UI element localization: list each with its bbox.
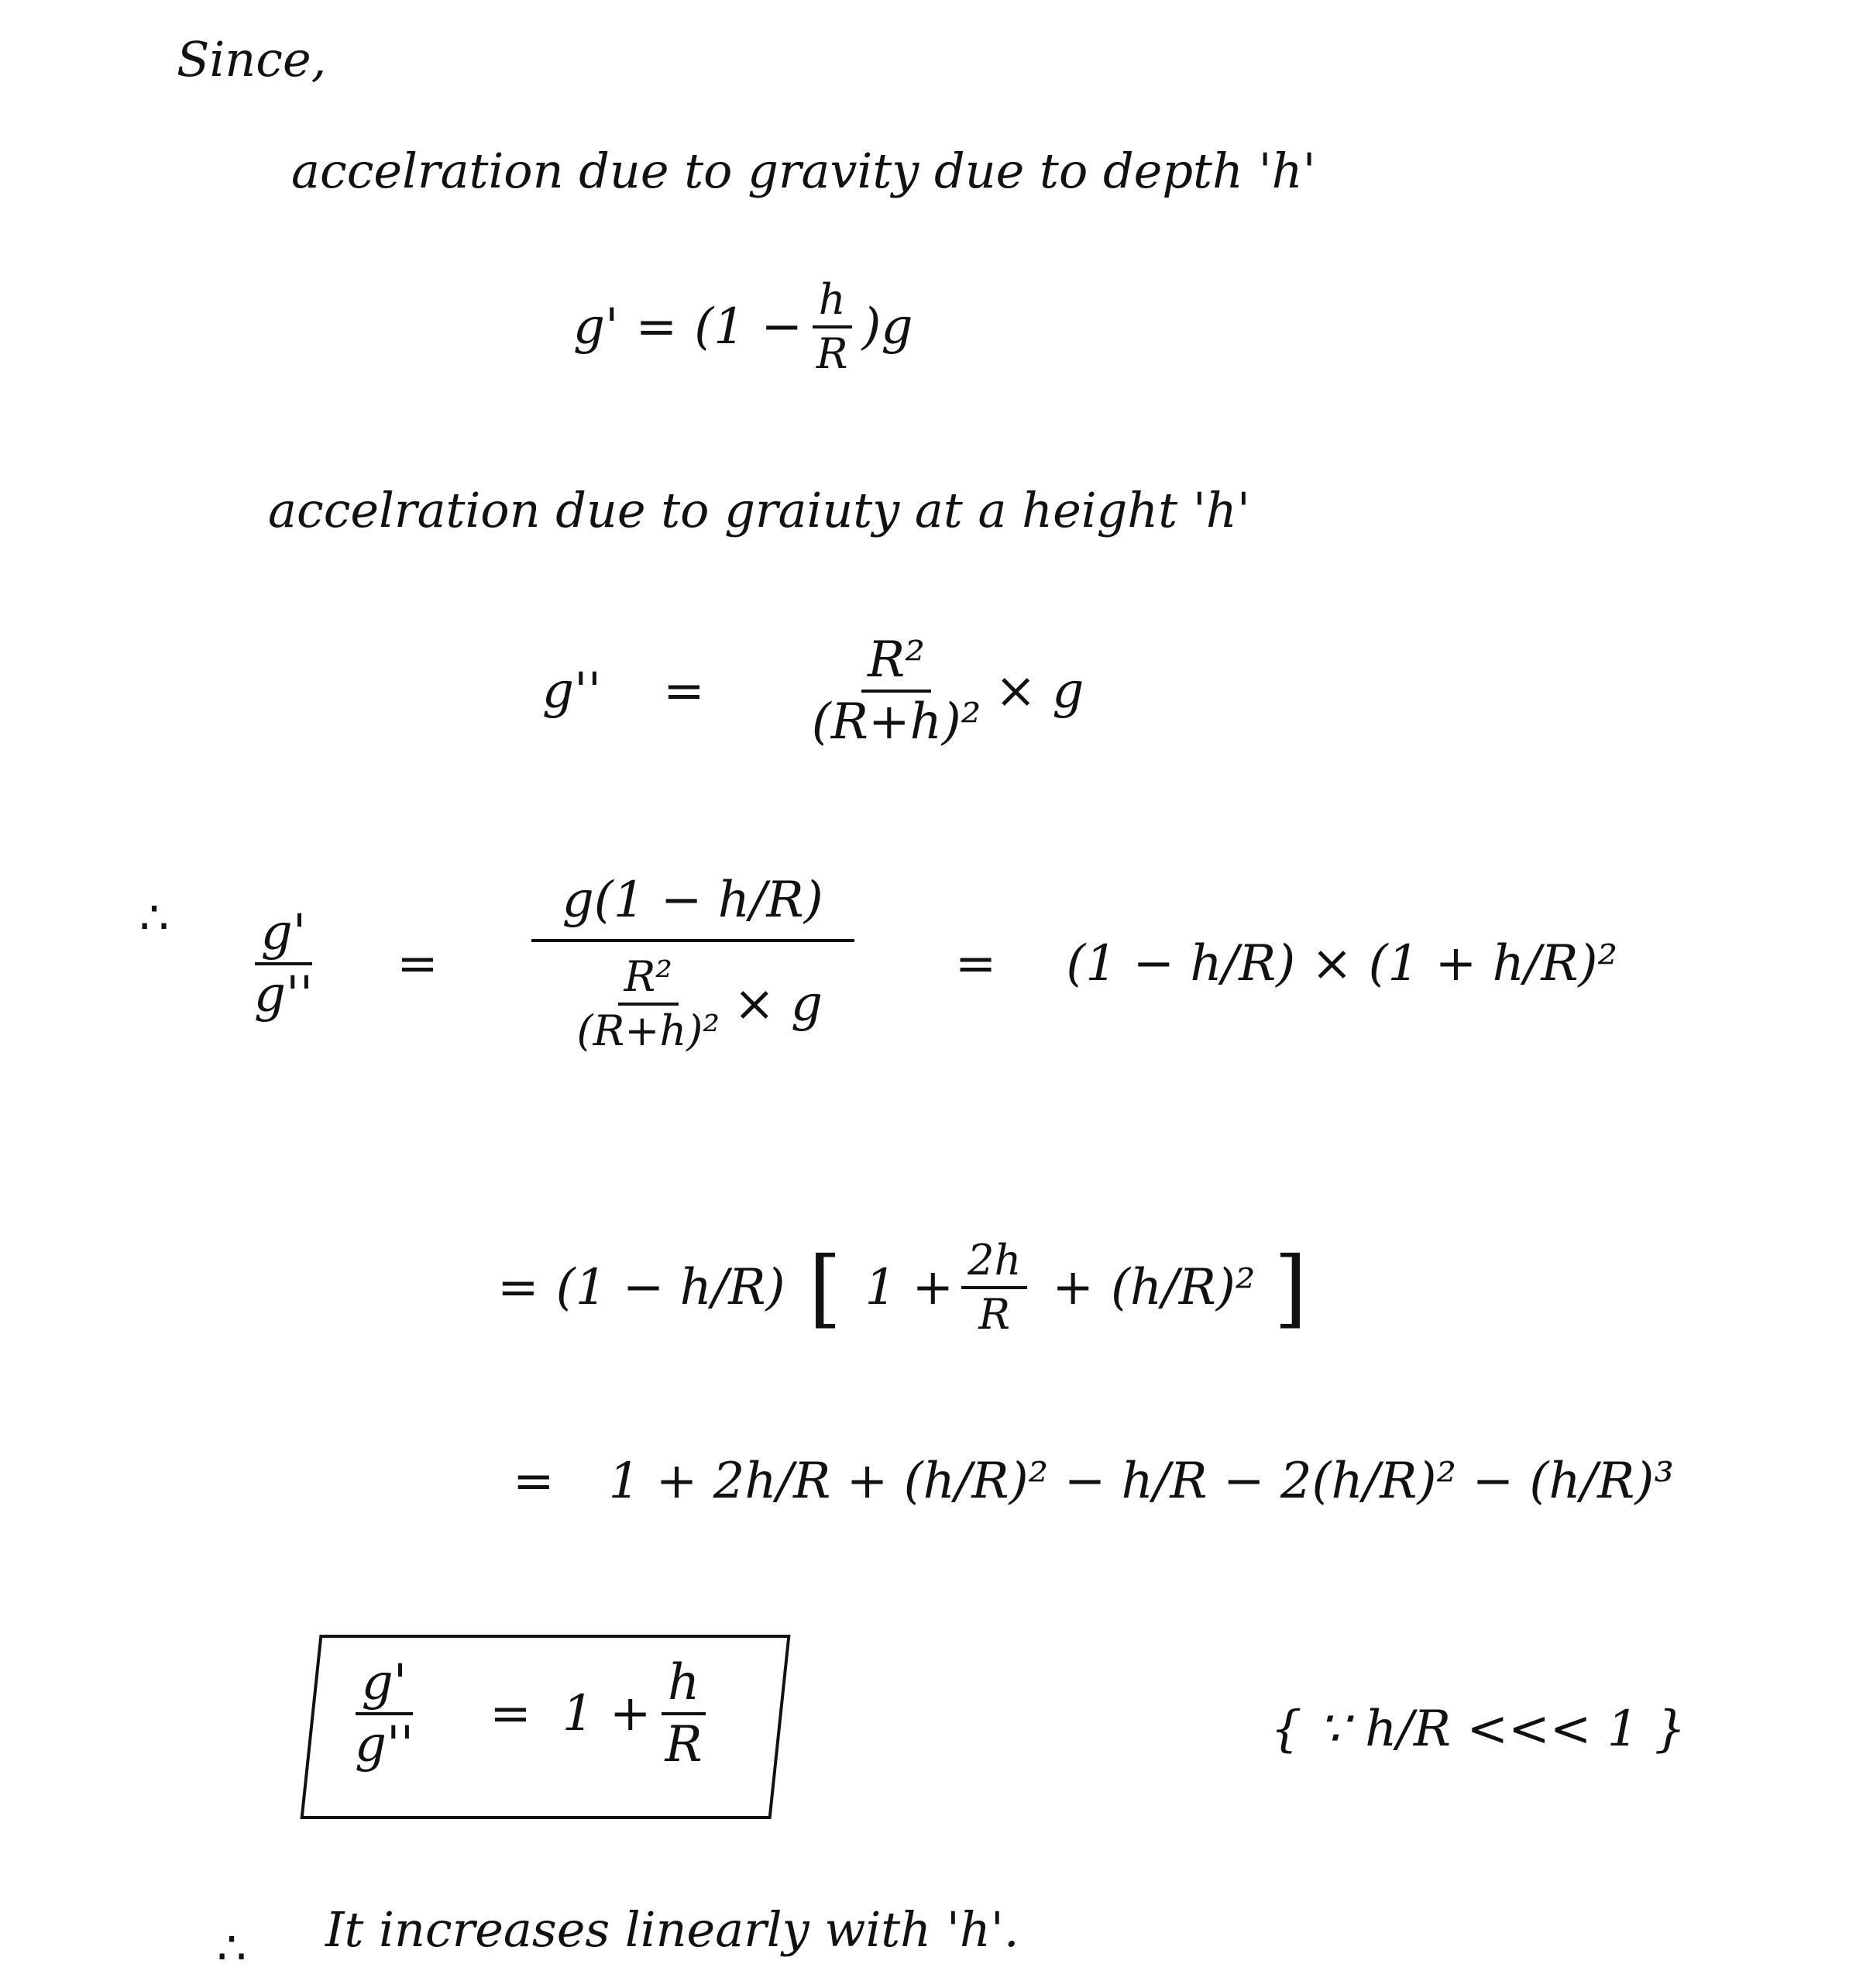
result-one: 1 +	[562, 1685, 651, 1742]
ratio-lhs-num: g'	[255, 908, 313, 965]
result-equation	[341, 1654, 717, 1773]
depth-equation	[573, 275, 913, 378]
expand1-num: 2h	[961, 1240, 1027, 1289]
expand1-den: R	[978, 1290, 1011, 1339]
expand1-plus: +	[1052, 1259, 1094, 1316]
expand2-text: 1 + 2h/R + (h/R)² − h/R − 2(h/R)² − (h/R)³	[608, 1453, 1674, 1510]
ratio-mid-den	[557, 942, 829, 1055]
expand1-one: 1 +	[864, 1259, 954, 1316]
ratio-mid-den-tail: × g	[734, 975, 823, 1033]
depth-eq-close: )g	[861, 298, 913, 356]
depth-eq-fraction	[810, 275, 854, 378]
height-description: accelration due to graiuty at a height 'h'	[268, 482, 1250, 538]
result-equals: =	[490, 1685, 531, 1742]
expand1-equals: =	[497, 1259, 539, 1316]
result-lhs-fraction	[349, 1654, 420, 1773]
height-eq-fraction	[806, 631, 988, 751]
expand1-bracket-close: ]	[1273, 1238, 1308, 1337]
depth-description: accelration due to gravity due to depth 'h'	[291, 143, 1316, 199]
ratio-therefore-symbol: ∴	[139, 891, 170, 945]
result-den: R	[665, 1716, 703, 1773]
height-equation	[542, 631, 1084, 751]
depth-eq-num: h	[813, 279, 852, 328]
intro-text: Since,	[177, 31, 327, 88]
expand2-equals: =	[513, 1453, 555, 1510]
expand1-square: (h/R)²	[1110, 1259, 1256, 1316]
result-lhs-den: g''	[355, 1716, 414, 1773]
ratio-mid-num: g(1 − h/R)	[531, 875, 854, 942]
ratio-rhs: (1 − h/R) × (1 + h/R)²	[1066, 935, 1618, 992]
ratio-equals-2: =	[954, 935, 997, 992]
height-eq-equals: =	[663, 662, 705, 720]
ratio-equals-1: =	[397, 935, 438, 992]
result-num: h	[662, 1658, 706, 1715]
conclusion-text: It increases linearly with 'h'.	[325, 1901, 1019, 1958]
expand1-fraction	[961, 1236, 1027, 1339]
result-fraction	[658, 1654, 708, 1773]
height-eq-lhs: g''	[542, 662, 602, 720]
ratio-lhs-den: g''	[254, 966, 314, 1023]
depth-eq-open: (1 −	[694, 298, 803, 356]
ratio-equation	[240, 872, 1618, 1055]
result-lhs-num: g'	[356, 1658, 414, 1715]
expansion-step-1	[480, 1236, 1308, 1339]
depth-eq-equals: =	[635, 298, 678, 356]
ratio-mid-den-num: R²	[618, 956, 679, 1006]
height-eq-rhs: × g	[995, 662, 1084, 720]
conclusion-therefore-symbol: ∴	[217, 1921, 247, 1976]
expand1-bracket-open: [	[808, 1238, 842, 1337]
height-eq-den: (R+h)²	[811, 693, 981, 751]
ratio-mid-den-fraction	[571, 952, 726, 1055]
approximation-condition: { ∵ h/R <<< 1 }	[1270, 1701, 1686, 1758]
ratio-mid-den-den: (R+h)²	[576, 1006, 720, 1055]
depth-eq-lhs: g'	[573, 298, 619, 356]
expand1-part1: (1 − h/R)	[555, 1259, 785, 1316]
height-eq-num: R²	[861, 635, 931, 693]
ratio-mid-fraction	[531, 872, 854, 1055]
expansion-step-2	[496, 1453, 1674, 1510]
ratio-lhs-fraction	[248, 904, 319, 1023]
depth-eq-den: R	[816, 329, 848, 378]
